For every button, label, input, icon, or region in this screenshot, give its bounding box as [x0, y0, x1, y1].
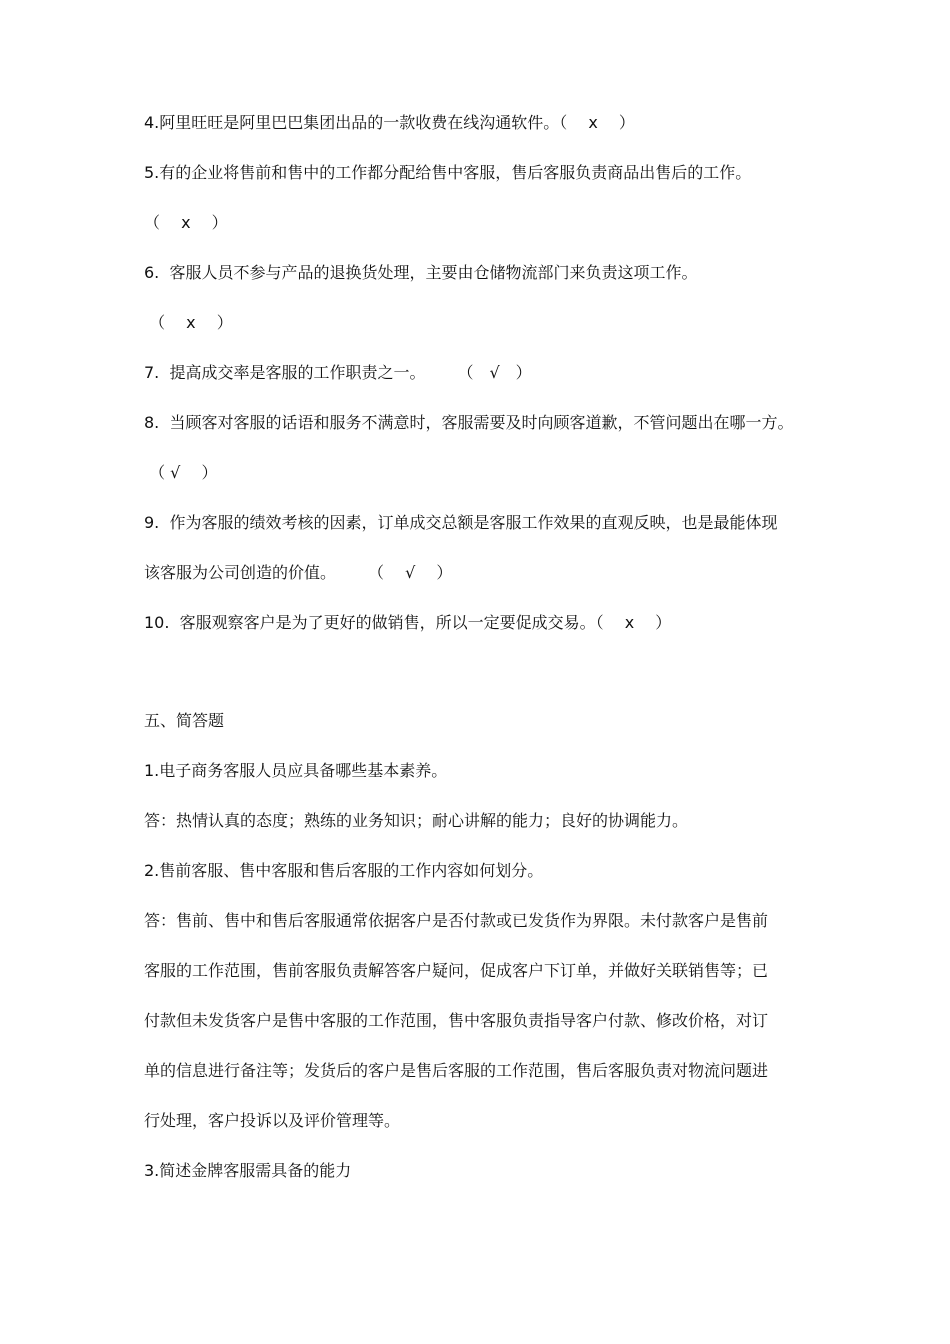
tf-question-8: 8. 当顾客对客服的话语和服务不满意时，客服需要及时向顾客道歉，不管问题出在哪一方。 [144, 413, 794, 432]
tf-question-10: 10. 客服观察客户是为了更好的做销售，所以一定要促成交易。（ x ） [144, 613, 672, 632]
section-heading: 五、简答题 [144, 711, 225, 730]
tf-question-9: 9. 作为客服的绩效考核的因素，订单成交总额是客服工作效果的直观反映，也是最能体现 [144, 513, 778, 532]
tf-question-9-cont: 该客服为公司创造的价值。 （ √ ） [144, 563, 453, 582]
sa-answer-2-line-4: 单的信息进行备注等；发货后的客户是售后客服的工作范围，售后客服负责对物流问题进 [144, 1061, 769, 1080]
tf-question-4: 4.阿里旺旺是阿里巴巴集团出品的一款收费在线沟通软件。（ x ） [144, 113, 635, 132]
sa-question-3: 3.简述金牌客服需具备的能力 [144, 1161, 352, 1180]
sa-question-1: 1.电子商务客服人员应具备哪些基本素养。 [144, 761, 448, 780]
sa-answer-1: 答：热情认真的态度；熟练的业务知识；耐心讲解的能力；良好的协调能力。 [144, 811, 689, 830]
sa-answer-2-line-5: 行处理，客户投诉以及评价管理等。 [144, 1111, 401, 1130]
tf-question-6: 6. 客服人员不参与产品的退换货处理，主要由仓储物流部门来负责这项工作。 [144, 263, 698, 282]
sa-answer-2-line-2: 客服的工作范围，售前客服负责解答客户疑问，促成客户下订单，并做好关联销售等；已 [144, 961, 769, 980]
sa-question-2: 2.售前客服、售中客服和售后客服的工作内容如何划分。 [144, 861, 544, 880]
sa-answer-2-line-1: 答：售前、售中和售后客服通常依据客户是否付款或已发货作为界限。未付款客户是售前 [144, 911, 769, 930]
sa-answer-2-line-3: 付款但未发货客户是售中客服的工作范围，售中客服负责指导客户付款、修改价格，对订 [144, 1011, 769, 1030]
tf-question-7: 7. 提高成交率是客服的工作职责之一。 （ √ ） [144, 363, 532, 382]
tf-question-5: 5.有的企业将售前和售中的工作都分配给售中客服，售后客服负责商品出售后的工作。 [144, 163, 752, 182]
tf-answer-5: （ x ） [144, 213, 228, 232]
tf-answer-8: （ √ ） [144, 463, 218, 482]
tf-answer-6: （ x ） [144, 313, 233, 332]
